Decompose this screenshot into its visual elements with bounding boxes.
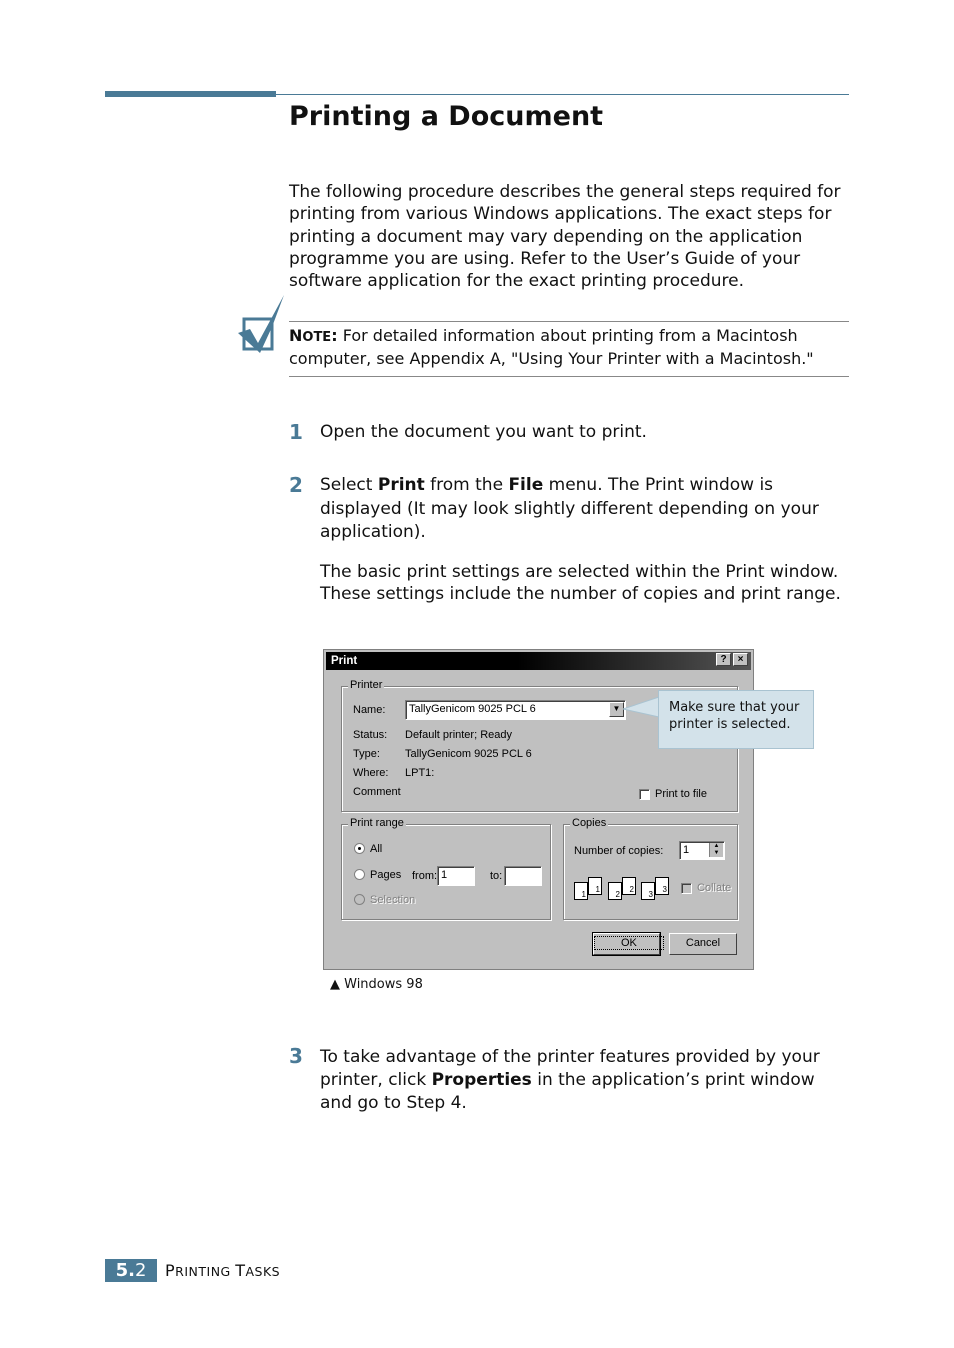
comment-label: Comment <box>353 786 401 798</box>
dialog-title: Print <box>331 655 358 667</box>
collate-page-icon: 3 <box>641 882 655 900</box>
step-number: 3 <box>289 1044 303 1068</box>
printer-name-value: TallyGenicom 9025 PCL 6 <box>409 703 536 715</box>
range-pages-radio[interactable] <box>354 869 365 880</box>
copies-group <box>563 817 738 920</box>
print-to-file-checkbox[interactable] <box>639 789 650 800</box>
ok-button[interactable]: OK <box>593 933 660 955</box>
step-text: Open the document you want to print. <box>320 422 647 442</box>
status-label: Status: <box>353 729 388 741</box>
collate-page-icon: 2 <box>608 882 622 900</box>
step-text: To take advantage of the printer features provided by your printer, click Properties in the application’s print window and go to Step 4. <box>320 1047 820 1113</box>
dialog-title-bar <box>326 652 751 670</box>
printer-name-select[interactable] <box>405 700 626 720</box>
copies-value: 1 <box>683 844 690 856</box>
figure-caption: ▲ Windows 98 <box>330 977 423 992</box>
range-all-radio[interactable] <box>354 843 365 854</box>
collate-checkbox[interactable] <box>681 883 692 894</box>
collate-page-icon: 1 <box>588 877 602 895</box>
callout-pointer <box>623 695 661 719</box>
chapter-title: PRINTING TASKS <box>165 1261 281 1280</box>
intro-paragraph: The following procedure describes the general steps required for printing from various Windows applications. The exact steps for printing a document may vary depending on the application programme you are using. Refer to the User’s Guide of your software application for the exact printing procedure. <box>289 182 841 292</box>
step-text: Select Print from the File menu. The Print window is displayed (It may look slightly different depending on your application). <box>320 475 819 542</box>
print-range-label: Print range <box>350 817 404 829</box>
note-rule-bottom <box>289 376 849 377</box>
range-pages-label: Pages <box>370 869 402 881</box>
type-value: TallyGenicom 9025 PCL 6 <box>405 748 532 760</box>
step-extra-text: The basic print settings are selected within the Print window. These settings include the number of copies and print range. <box>320 562 841 605</box>
copies-label: Number of copies: <box>574 845 664 857</box>
status-value: Default printer; Ready <box>405 729 512 741</box>
from-label: from: <box>412 870 438 882</box>
header-rule-thin <box>276 94 849 95</box>
where-label: Where: <box>353 767 389 779</box>
collate-page-icon: 2 <box>622 877 636 895</box>
note-text: For detailed information about printing from a Macintosh computer, see Appendix A, "Using Your Printer with a Macintosh." <box>289 326 814 368</box>
spin-arrows-icon[interactable]: ▲ ▼ <box>709 843 723 857</box>
close-button[interactable]: × <box>733 653 748 666</box>
range-selection-radio[interactable] <box>354 894 365 905</box>
copies-group-label: Copies <box>572 817 607 829</box>
note-block <box>289 326 854 369</box>
note-rule-top <box>289 321 849 322</box>
collate-page-icon: 1 <box>574 882 588 900</box>
name-label: Name: <box>353 704 386 716</box>
type-label: Type: <box>353 748 380 760</box>
collate-label: Collate <box>697 882 732 894</box>
cancel-button[interactable]: Cancel <box>669 933 737 955</box>
page-number-badge: 5.2 <box>105 1259 157 1282</box>
header-rule-thick <box>105 91 276 97</box>
note-label: NOTE: <box>289 326 338 345</box>
checkmark-note-icon <box>236 293 288 355</box>
page-title: Printing a Document <box>289 101 604 132</box>
to-label: to: <box>490 870 503 882</box>
range-all-label: All <box>370 843 383 855</box>
step-number: 2 <box>289 473 303 497</box>
step-number: 1 <box>289 420 303 444</box>
collate-page-icon: 3 <box>655 877 669 895</box>
help-button[interactable]: ? <box>716 653 731 666</box>
callout-box: Make sure that your printer is selected. <box>658 690 814 749</box>
print-range-group <box>341 817 551 920</box>
where-value: LPT1: <box>405 767 435 779</box>
chevron-down-icon[interactable]: ▼ <box>609 702 624 717</box>
print-to-file-label: Print to file <box>655 788 707 800</box>
to-input[interactable] <box>504 866 542 886</box>
from-input[interactable]: 1 <box>437 866 475 886</box>
range-selection-label: Selection <box>370 894 416 906</box>
copies-stepper[interactable] <box>679 841 725 860</box>
printer-group-label: Printer <box>350 679 383 691</box>
